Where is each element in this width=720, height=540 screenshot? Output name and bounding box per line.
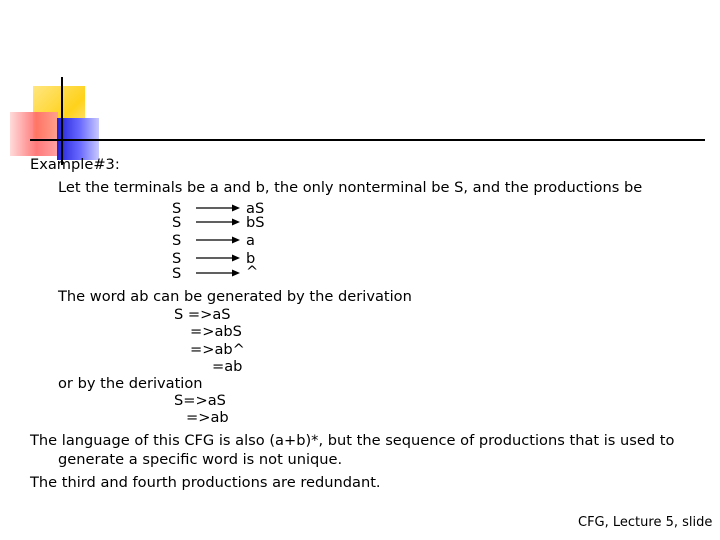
production-arrow-icon (196, 253, 240, 263)
slide-footer: CFG, Lecture 5, slide (578, 515, 713, 530)
production-lhs: S (172, 214, 182, 231)
derivation1-intro: The word ab can be generated by the derivation (58, 288, 412, 305)
title-divider (30, 139, 705, 141)
production-arrow-icon (196, 268, 240, 278)
derivation-step: =ab (212, 358, 243, 375)
redundant-note: The third and fourth productions are redundant. (30, 474, 381, 491)
intro-text: Let the terminals be a and b, the only nonterminal be S, and the productions be (58, 179, 643, 196)
production-rhs: aS (246, 200, 265, 217)
production-rhs: bS (246, 214, 265, 231)
production-rhs: a (246, 232, 255, 249)
derivation2-intro: or by the derivation (58, 375, 203, 392)
production-arrow-icon (196, 217, 240, 227)
production-arrow-icon (196, 203, 240, 213)
derivation-step: =>ab^ (190, 341, 245, 358)
production-lhs: S (172, 200, 182, 217)
logo-vertical-rule (61, 77, 63, 165)
derivation-step: =>abS (190, 323, 242, 340)
derivation-step: S=>aS (174, 392, 226, 409)
production-rhs: b (246, 250, 256, 267)
derivation-step: =>ab (186, 409, 229, 426)
logo-red-square (10, 112, 58, 156)
production-lhs: S (172, 232, 182, 249)
production-rhs: ^ (246, 263, 259, 280)
derivation-step: S =>aS (174, 306, 231, 323)
language-statement-cont: generate a specific word is not unique. (58, 451, 343, 468)
production-lhs: S (172, 265, 182, 282)
language-statement: The language of this CFG is also (a+b)*, but the sequence of productions that is used to (30, 432, 675, 449)
production-lhs: S (172, 250, 182, 267)
example-heading: Example#3: (30, 156, 120, 173)
production-arrow-icon (196, 235, 240, 245)
